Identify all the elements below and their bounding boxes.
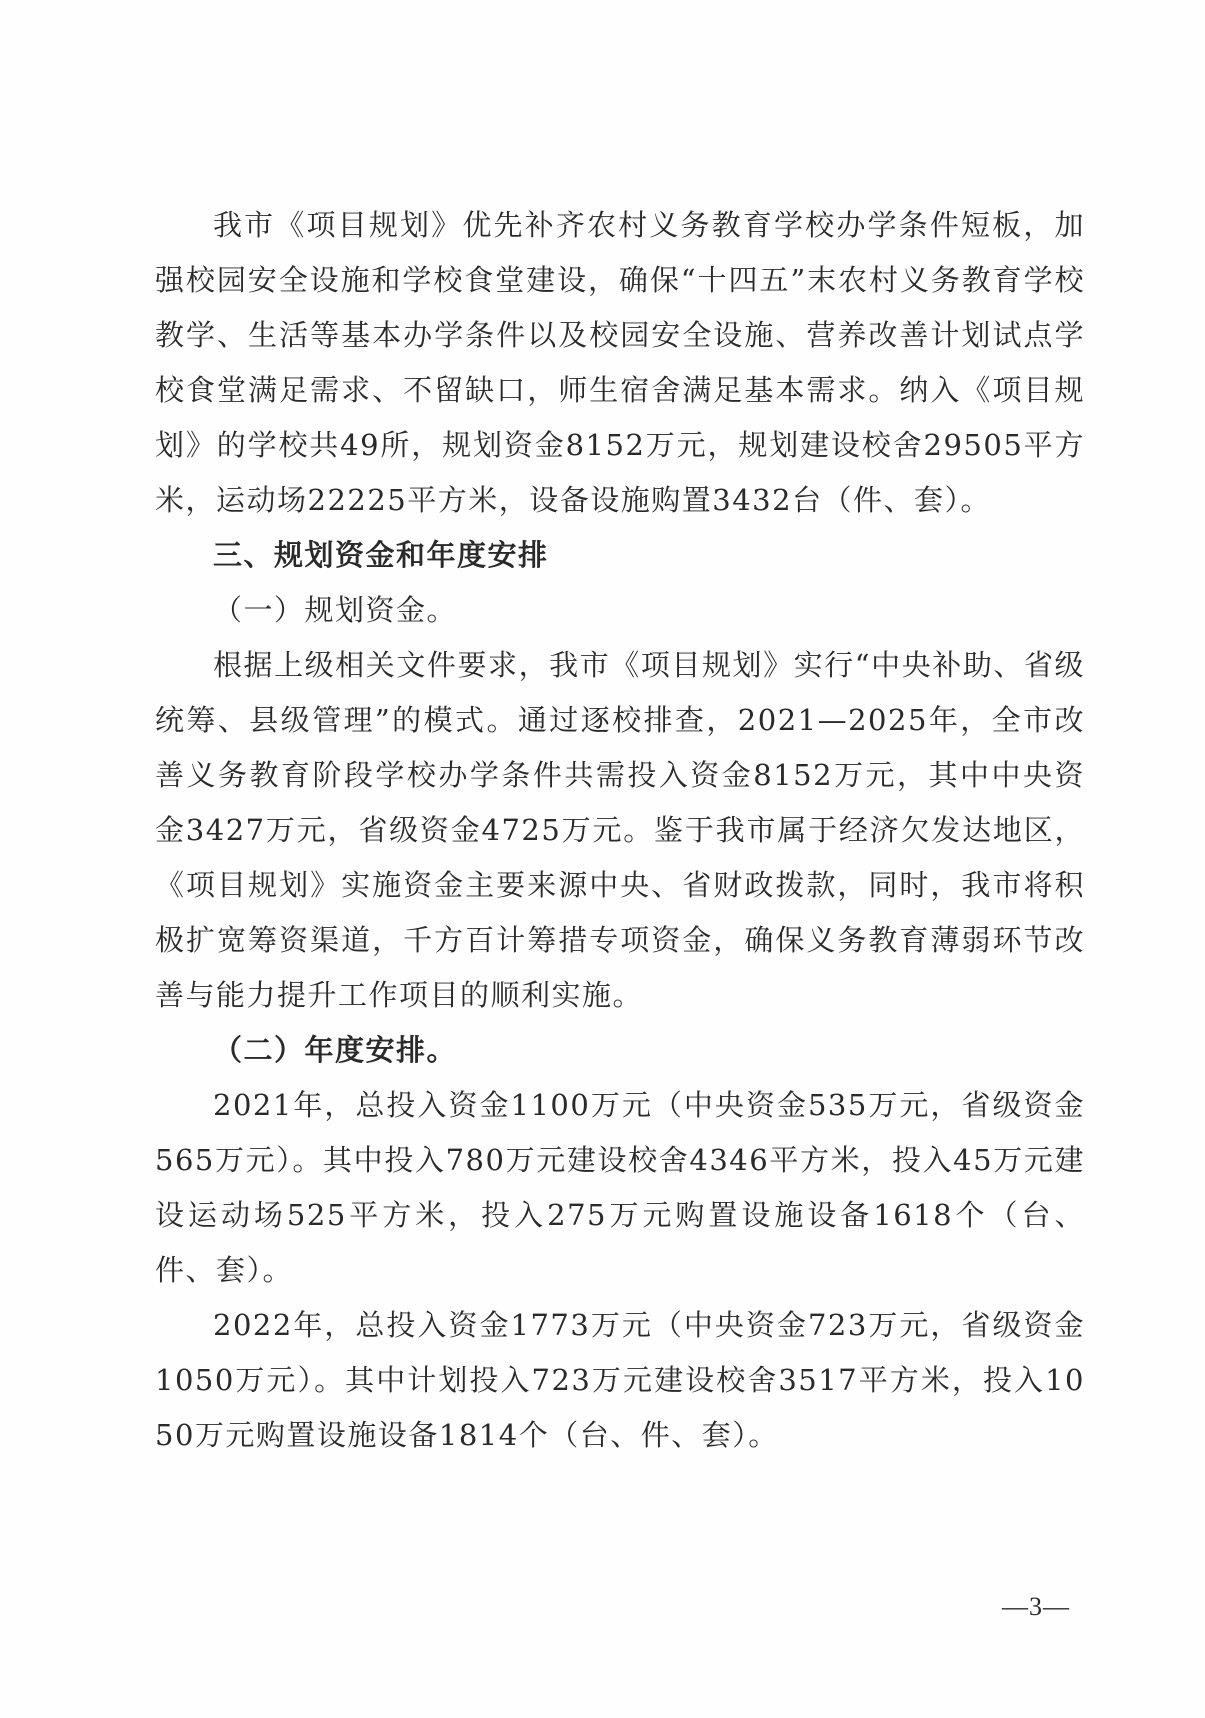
paragraph-funding-details: 根据上级相关文件要求，我市《项目规划》实行“中央补助、省级统筹、县级管理”的模式。通过逐校排查，2021—2025年，全市改善义务教育阶段学校办学条件共需投入资金8152万元，其中中央资金3427万元，省级资金4725万元。鉴于我市属于经济欠发达地区，《项目规划》实施资金主要来源中央、省财政拨款，同时，我市将积极扩宽筹资渠道，千方百计筹措专项资金，确保义务教育薄弱环节改善与能力提升工作项目的顺利实施。 — [155, 648, 1085, 1012]
document-body — [155, 198, 1085, 1463]
subheading-annual-arrangement: （二）年度安排。 — [213, 1033, 458, 1067]
paragraph-year-2021: 2021年，总投入资金1100万元（中央资金535万元，省级资金565万元）。其中投入780万元建设校舍4346平方米，投入45万元建设运动场525平方米，投入275万元购置设施设备1618个（台、件、套）。 — [155, 1088, 1085, 1287]
page-number: —3— — [1002, 1592, 1070, 1621]
paragraph-project-plan-summary: 我市《项目规划》优先补齐农村义务教育学校办学条件短板，加强校园安全设施和学校食堂建设，确保“十四五”末农村义务教育学校教学、生活等基本办学条件以及校园安全设施、营养改善计划试点学校食堂满足需求、不留缺口，师生宿舍满足基本需求。纳入《项目规划》的学校共49所，规划资金8152万元，规划建设校舍29505平方米，运动场22225平方米，设备设施购置3432台（件、套）。 — [155, 208, 1085, 517]
subheading-planned-funding: （一）规划资金。 — [213, 593, 458, 627]
paragraph-year-2022: 2022年，总投入资金1773万元（中央资金723万元，省级资金1050万元）。其中计划投入723万元建设校舍3517平方米，投入1050万元购置设施设备1814个（台、件、套）。 — [155, 1308, 1085, 1452]
section-heading-funding-and-annual-plan: 三、规划资金和年度安排 — [213, 538, 549, 572]
